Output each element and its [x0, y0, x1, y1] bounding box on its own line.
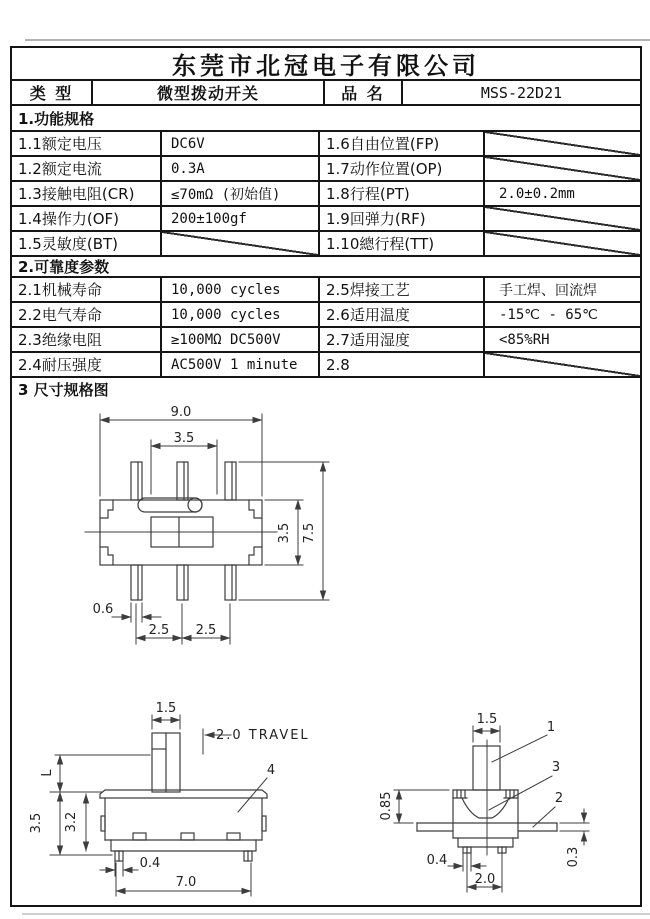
product-name: MSS-22D21: [480, 83, 563, 102]
spec-row: [12, 232, 640, 257]
spec-label: 1.2额定电流: [12, 157, 162, 180]
spec-label: 2.1机械寿命: [12, 278, 162, 301]
spec-value: 200±100gf: [162, 207, 320, 230]
page-bottom-edge: [22, 913, 650, 915]
spec-label: 1.6自由位置(FP): [320, 132, 485, 155]
dim-foot-span: 7.0: [175, 875, 197, 890]
spec-value: 0.3A: [162, 157, 320, 180]
dim-body-height: 0.85: [379, 791, 394, 821]
type-label: 类 型: [12, 81, 93, 104]
spec-label: 1.8行程(PT): [320, 182, 485, 205]
page-top-edge: [25, 39, 650, 41]
spec-value-na: [485, 207, 640, 230]
spec-label: 2.4耐压强度: [12, 353, 162, 376]
spec-label: 2.5焊接工艺: [320, 278, 485, 301]
spec-value: DC6V: [162, 132, 320, 155]
dim-foot-pitch: 2.0: [474, 872, 496, 887]
product-header-row: [12, 81, 640, 106]
spec-row: [12, 207, 640, 232]
dim-total-height: 7.5: [302, 522, 317, 544]
spec-label: 1.10總行程(TT): [320, 232, 485, 255]
spec-value: AC500V 1 minute: [162, 353, 320, 376]
spec-sheet: [10, 46, 642, 907]
spec-label: 2.8: [320, 353, 485, 376]
spec-value: ≤70mΩ (初始值): [162, 182, 320, 205]
callout-3: 3: [551, 760, 561, 775]
dim-foot-width: 0.4: [426, 853, 448, 868]
dim-pin-width: 0.6: [92, 602, 114, 617]
spec-label: 2.6适用温度: [320, 303, 485, 326]
spec-label: 2.7适用湿度: [320, 328, 485, 351]
type-value: 微型拨动开关: [93, 81, 325, 104]
spec-value-na: [485, 232, 640, 255]
dim-knob-width: 1.5: [155, 701, 177, 716]
spec-value: 2.0±0.2mm: [499, 185, 575, 202]
spec-value-na: [485, 157, 640, 180]
spec-row: [12, 182, 640, 207]
reliability-row: [12, 278, 640, 303]
company-title: 东莞市北冠电子有限公司: [12, 48, 640, 81]
dim-body-width: 9.0: [170, 405, 192, 420]
dim-arm-thickness: 0.3: [566, 846, 581, 868]
name-label: 品 名: [325, 81, 403, 104]
spec-value: ≥100MΩ DC500V: [162, 328, 320, 351]
spec-label: 1.5灵敏度(BT): [12, 232, 162, 255]
spec-row: [12, 157, 640, 182]
dim-knob-width: 1.5: [476, 712, 498, 727]
dim-travel: 2.0 TRAVEL: [216, 728, 310, 743]
spec-value: -15℃ - 65℃: [499, 306, 598, 323]
spec-value: <85%RH: [499, 331, 550, 348]
callout-4: 4: [266, 763, 276, 778]
spec-label: 1.9回弹力(RF): [320, 207, 485, 230]
spec-label: 2.3绝缘电阻: [12, 328, 162, 351]
spec-label: 1.4操作力(OF): [12, 207, 162, 230]
spec-value-na: [485, 132, 640, 155]
reliability-row: [12, 328, 640, 353]
spec-row: [12, 132, 640, 157]
spec-value: 10,000 cycles: [162, 278, 320, 301]
dim-pin-pitch: 2.5: [195, 623, 217, 638]
section-functional-title: 1.功能规格: [12, 106, 640, 132]
dim-body-height: 3.5: [277, 522, 292, 544]
spec-label: 2.2电气寿命: [12, 303, 162, 326]
section-reliability-title: 2.可靠度参数: [12, 257, 640, 278]
spec-value-na: [162, 232, 320, 255]
spec-value: 10,000 cycles: [162, 303, 320, 326]
reliability-row: [12, 303, 640, 328]
spec-label: 1.7动作位置(OP): [320, 157, 485, 180]
dim-pin-pitch: 2.5: [148, 623, 170, 638]
spec-value: 手工焊、回流焊: [499, 282, 597, 299]
dim-knob-height: L: [40, 769, 55, 777]
dim-height-body: 3.2: [64, 811, 79, 833]
spec-label: 1.1额定电压: [12, 132, 162, 155]
spec-value-na: [485, 353, 640, 376]
callout-2: 2: [554, 791, 564, 806]
dim-foot-width: 0.4: [139, 856, 161, 871]
dim-slot-width: 3.5: [173, 431, 195, 446]
section-dimensions-title: 3 尺寸规格图: [18, 381, 109, 399]
callout-1: 1: [546, 720, 556, 735]
dim-height-total: 3.5: [29, 812, 44, 834]
spec-label: 1.3接触电阻(CR): [12, 182, 162, 205]
reliability-row: [12, 353, 640, 378]
